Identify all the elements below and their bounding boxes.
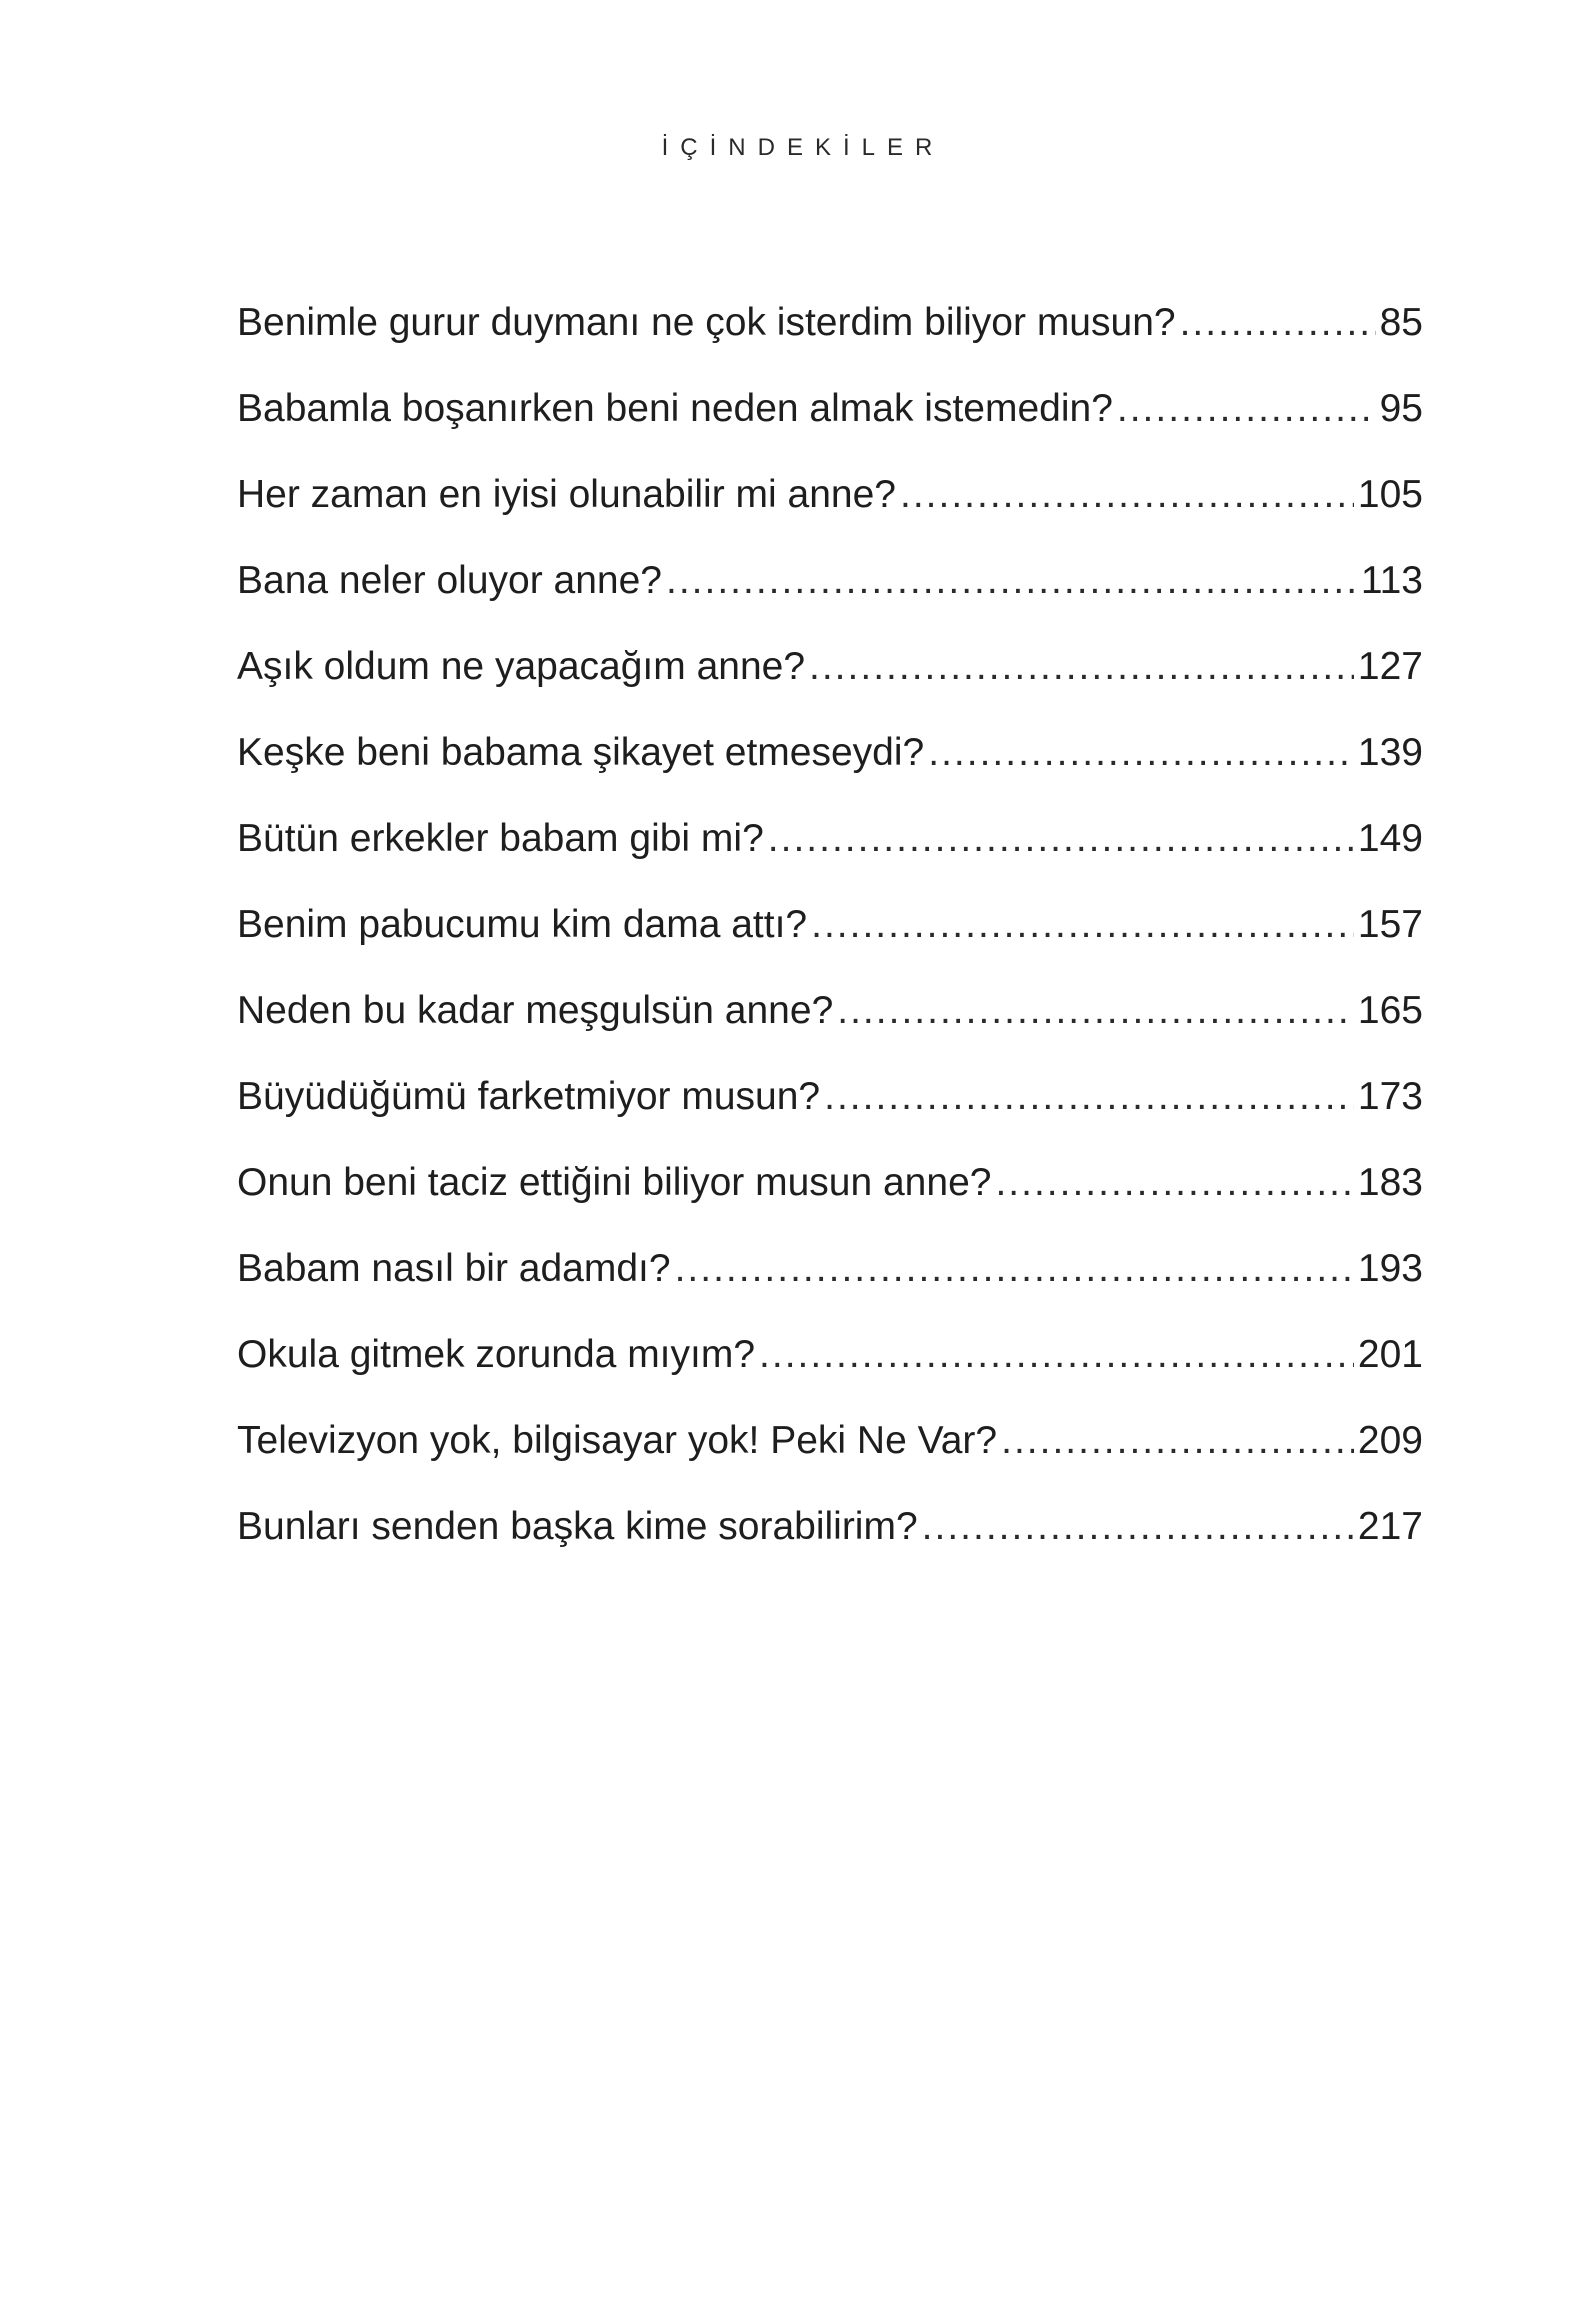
toc-entry <box>237 882 1423 968</box>
toc-entry <box>237 1140 1423 1226</box>
table-of-contents <box>237 280 1423 1570</box>
toc-entry <box>237 1312 1423 1398</box>
toc-entry-title: Onun beni taciz ettiğini biliyor musun anne? <box>237 1161 992 1204</box>
toc-dot-leader <box>759 1312 1354 1398</box>
toc-entry-title: Bütün erkekler babam gibi mi? <box>237 817 764 860</box>
toc-entry-title: Benim pabucumu kim dama attı? <box>237 903 808 946</box>
toc-dot-leader <box>995 1140 1353 1226</box>
toc-dot-leader <box>809 624 1354 710</box>
toc-entry-title: Babamla boşanırken beni neden almak istemedin? <box>237 387 1113 430</box>
toc-entry-title: Neden bu kadar meşgulsün anne? <box>237 989 834 1032</box>
toc-entry <box>237 1398 1423 1484</box>
toc-entry-page: 201 <box>1357 1333 1423 1376</box>
toc-entry-title: Aşık oldum ne yapacağım anne? <box>237 645 806 688</box>
toc-entry <box>237 452 1423 538</box>
toc-dot-leader <box>1117 366 1376 452</box>
toc-entry <box>237 538 1423 624</box>
toc-entry <box>237 366 1423 452</box>
toc-dot-leader <box>824 1054 1354 1140</box>
toc-entry-title: Babam nasıl bir adamdı? <box>237 1247 671 1290</box>
toc-entry-title: Büyüdüğümü farketmiyor musun? <box>237 1075 821 1118</box>
toc-dot-leader <box>837 968 1354 1054</box>
toc-dot-leader <box>922 1484 1354 1570</box>
toc-entry-title: Bunları senden başka kime sorabilirim? <box>237 1505 918 1548</box>
toc-entry-page: 113 <box>1360 559 1423 602</box>
toc-entry-page: 193 <box>1357 1247 1423 1290</box>
toc-dot-leader <box>675 1226 1354 1312</box>
toc-dot-leader <box>900 452 1354 538</box>
toc-entry-page: 173 <box>1357 1075 1423 1118</box>
toc-entry <box>237 624 1423 710</box>
toc-entry-page: 217 <box>1357 1505 1423 1548</box>
toc-entry-title: Benimle gurur duymanı ne çok isterdim biliyor musun? <box>237 301 1176 344</box>
toc-entry-page: 105 <box>1357 473 1423 516</box>
toc-entry-title: Keşke beni babama şikayet etmeseydi? <box>237 731 925 774</box>
toc-dot-leader <box>1180 280 1376 366</box>
toc-dot-leader <box>928 710 1354 796</box>
toc-entry-page: 157 <box>1357 903 1423 946</box>
toc-entry-title: Bana neler oluyor anne? <box>237 559 662 602</box>
toc-entry-page: 149 <box>1357 817 1423 860</box>
toc-entry <box>237 1054 1423 1140</box>
toc-entry-title: Okula gitmek zorunda mıyım? <box>237 1333 756 1376</box>
toc-entry-title: Televizyon yok, bilgisayar yok! Peki Ne Var? <box>237 1419 998 1462</box>
toc-entry-page: 127 <box>1357 645 1423 688</box>
toc-entry-title: Her zaman en iyisi olunabilir mi anne? <box>237 473 896 516</box>
toc-entry <box>237 1226 1423 1312</box>
toc-dot-leader <box>666 538 1357 624</box>
toc-entry-page: 139 <box>1357 731 1423 774</box>
toc-entry-page: 85 <box>1379 301 1423 344</box>
toc-entry <box>237 796 1423 882</box>
page-title: İÇİNDEKİLER <box>661 134 945 161</box>
toc-entry <box>237 280 1423 366</box>
toc-entry <box>237 968 1423 1054</box>
toc-dot-leader <box>1001 1398 1354 1484</box>
toc-entry-page: 95 <box>1379 387 1423 430</box>
toc-entry <box>237 710 1423 796</box>
toc-dot-leader <box>768 796 1354 882</box>
toc-entry-page: 165 <box>1357 989 1423 1032</box>
toc-entry-page: 183 <box>1357 1161 1423 1204</box>
toc-entry <box>237 1484 1423 1570</box>
toc-entry-page: 209 <box>1357 1419 1423 1462</box>
toc-dot-leader <box>811 882 1354 968</box>
